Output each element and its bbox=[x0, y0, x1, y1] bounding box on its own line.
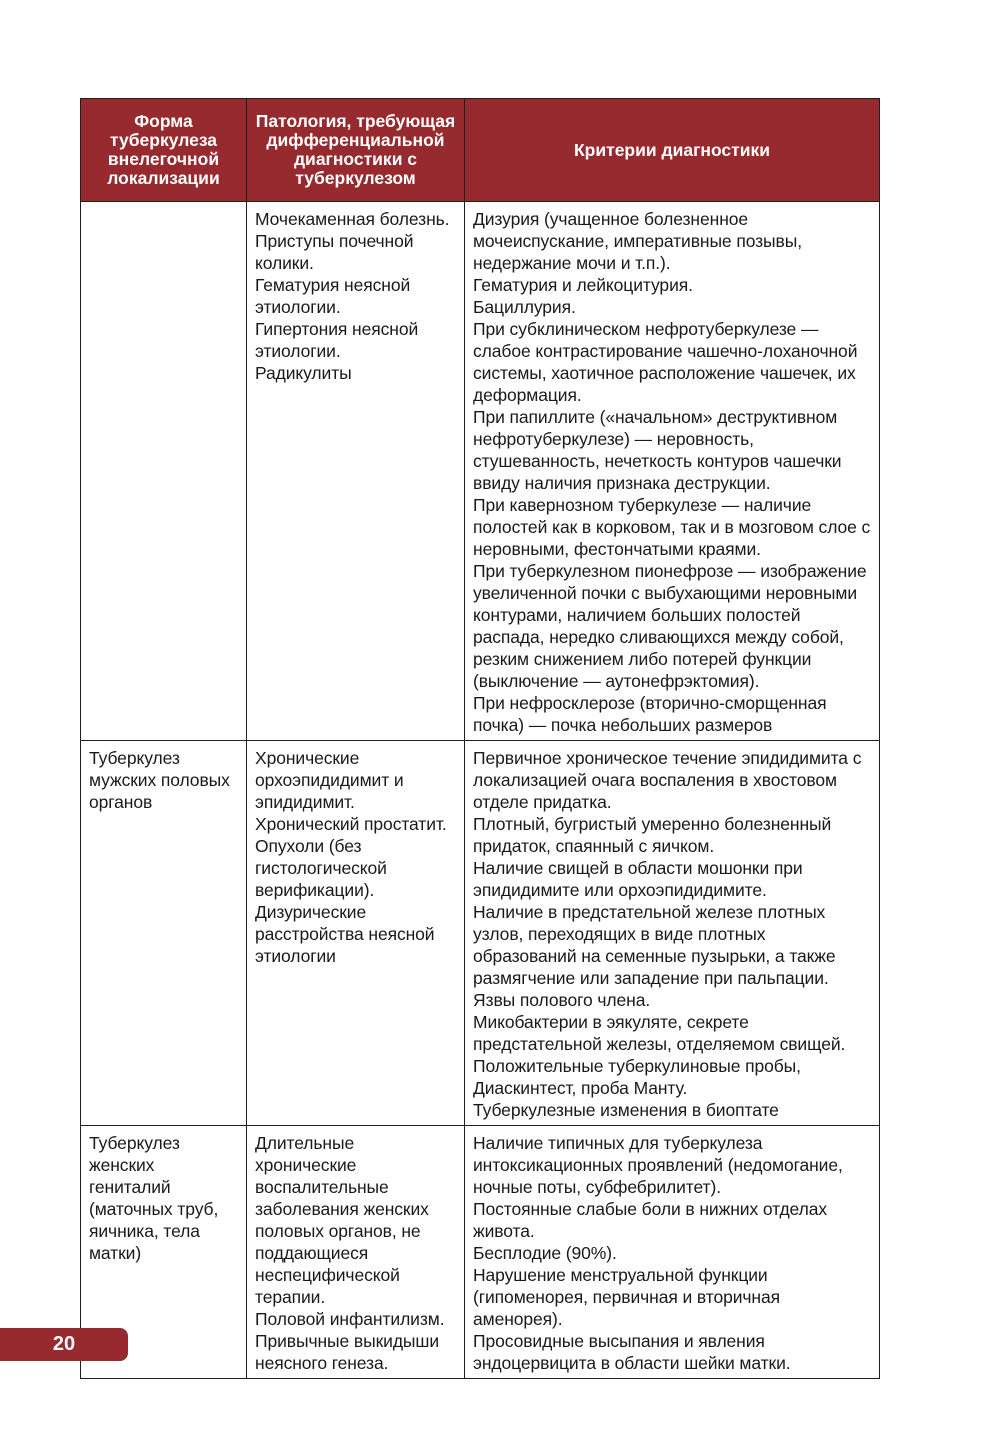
cell-form bbox=[81, 202, 247, 741]
table-row bbox=[81, 741, 880, 1126]
cell-criteria: Наличие типичных для туберкулеза интоксикационных проявлений (недомогание, ночные поты, субфебрилитет). Постоянные слабые боли в нижних отделах живота. Бесплодие (90%). Нарушение менструальной функции (гипоменорея, первичная и вторичная аменорея). Просовидные высыпания и явления эндоцервицита в области шейки матки. bbox=[465, 1126, 880, 1379]
header-pathology: Патология, требующая дифференциальной диагностики с туберкулезом bbox=[247, 99, 465, 202]
cell-criteria: Дизурия (учащенное болезненное мочеиспускание, императивные позывы, недержание мочи и т.п.). Гематурия и лейкоцитурия. Бациллурия. При субклиническом нефротуберкулезе — слабое контрастирование чашечно-лоханочной системы, хаотичное расположение чашечек, их деформация. При папиллите («начальном» деструктивном нефротуберкулезе) — неровность, стушеванность, нечеткость контуров чашечки ввиду наличия признака деструкции. При кавернозном туберкулезе — наличие полостей как в корковом, так и в мозговом слое с неровными, фестончатыми краями. При туберкулезном пионефрозе — изображение увеличенной почки с выбухающими неровными контурами, наличием больших полостей распада, нередко сливающихся между собой, резким снижением либо потерей функции (выключение — аутонефрэктомия). При нефросклерозе (вторично-сморщенная почка) — почка небольших размеров bbox=[465, 202, 880, 741]
cell-pathology: Длительные хронические воспалительные заболевания женских половых органов, не поддающиеся неспецифической терапии. Половой инфантилизм. Привычные выкидыши неясного генеза. bbox=[247, 1126, 465, 1379]
table-row bbox=[81, 1126, 880, 1379]
table-header-row bbox=[81, 99, 880, 202]
cell-form: Туберкулез мужских половых органов bbox=[81, 741, 247, 1126]
cell-criteria: Первичное хроническое течение эпидидимита с локализацией очага воспаления в хвостовом отделе придатка. Плотный, бугристый умеренно болезненный придаток, спаянный с яичком. Наличие свищей в области мошонки при эпидидимите или орхоэпидидимите. Наличие в предстательной железе плотных узлов, переходящих в виде плотных образований на семенные пузырьки, а также размягчение или западение при пальпации. Язвы полового члена. Микобактерии в эякуляте, секрете предстательной железы, отделяемом свищей. Положительные туберкулиновые пробы, Диаскинтест, проба Манту. Туберкулезные изменения в биоптате bbox=[465, 741, 880, 1126]
table-row bbox=[81, 202, 880, 741]
page-number: 20 bbox=[0, 1328, 128, 1361]
header-form: Форма туберкулеза внелегочной локализации bbox=[81, 99, 247, 202]
diagnostics-table bbox=[80, 98, 880, 1379]
cell-pathology: Мочекаменная болезнь. Приступы почечной колики. Гематурия неясной этиологии. Гипертония неясной этиологии. Радикулиты bbox=[247, 202, 465, 741]
cell-form: Туберкулез женских гениталий (маточных труб, яичника, тела матки) bbox=[81, 1126, 247, 1379]
header-criteria: Критерии диагностики bbox=[465, 99, 880, 202]
cell-pathology: Хронические орхоэпидидимит и эпидидимит. Хронический простатит. Опухоли (без гистологической верификации). Дизурические расстройства неясной этиологии bbox=[247, 741, 465, 1126]
